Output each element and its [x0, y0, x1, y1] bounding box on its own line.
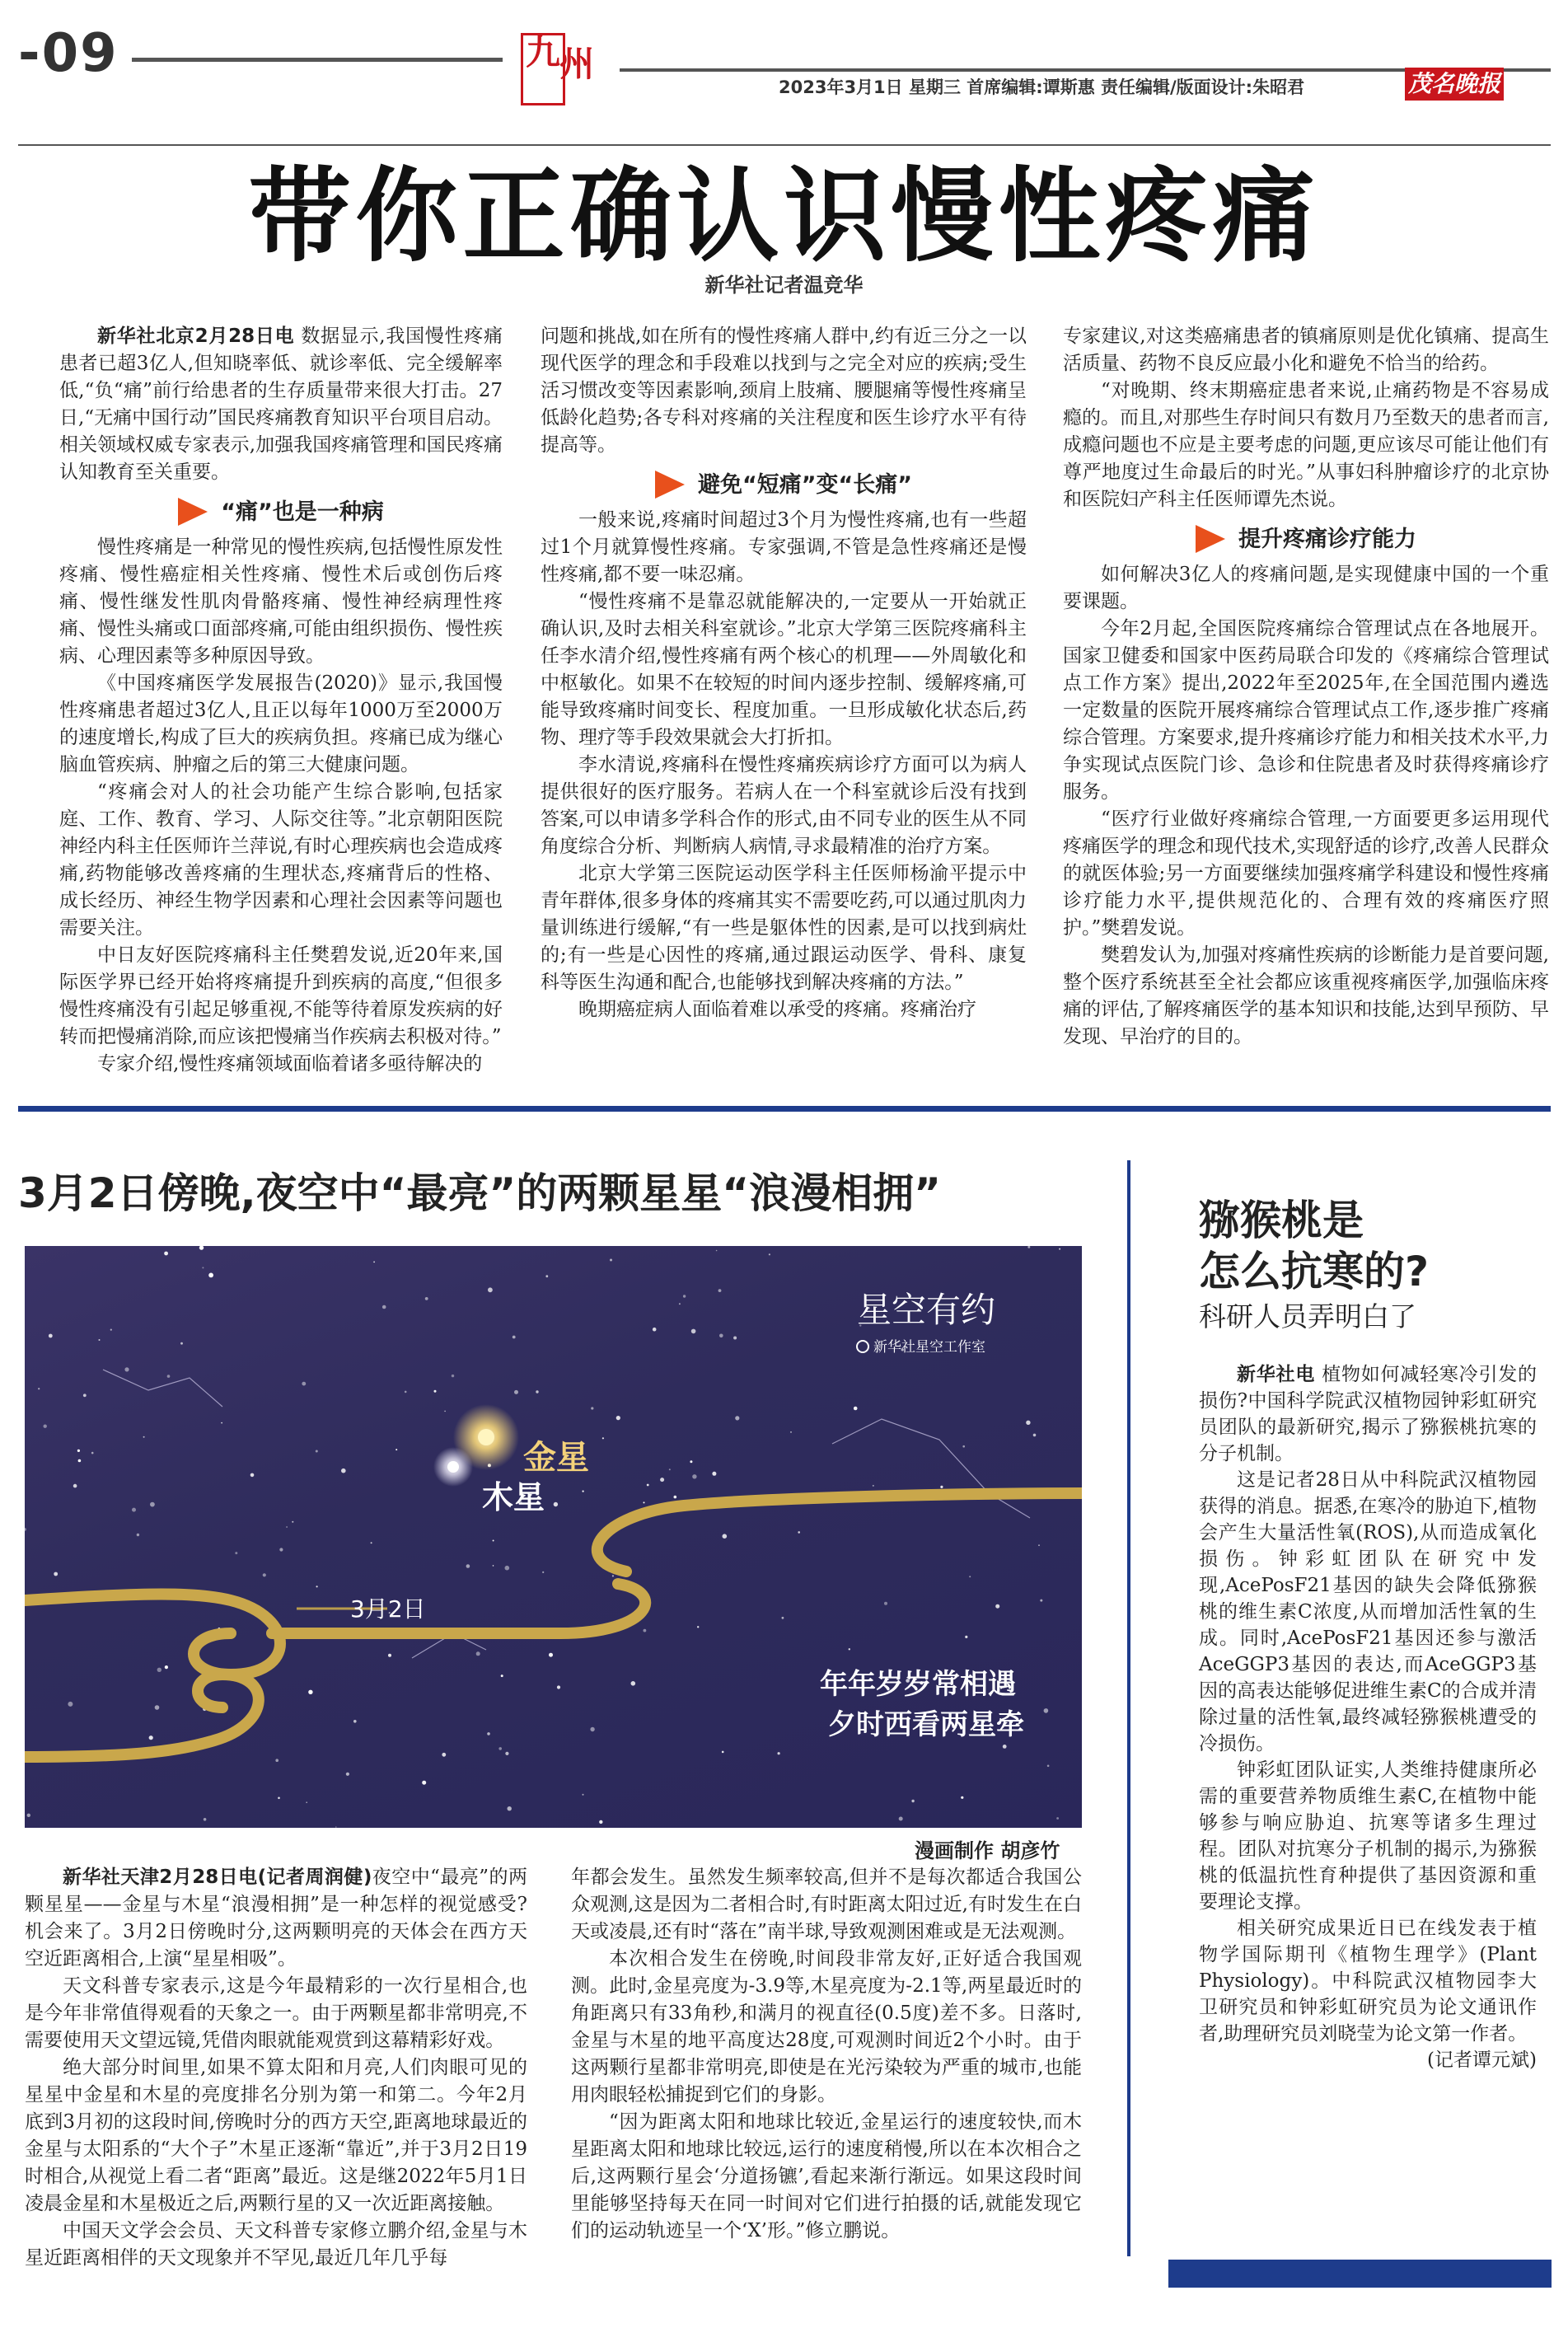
paragraph: 今年2月起,全国医院疼痛综合管理试点在各地展开。国家卫健委和国家中医药局联合印发的《疼痛综合管理试点工作方案》提出,2022年至2025年,在全国范围内遴选一定数量的医院开展疼痛综合管理试点工作,逐步推广疼痛综合管理。方案要求,提升疼痛诊疗能力和相关技术水平,力争实现试点医院门诊、急诊和住院患者及时获得疼痛诊疗服务。: [1063, 618, 1549, 803]
star-dot: [884, 1602, 887, 1605]
star-dot: [488, 1287, 493, 1292]
star-dot: [150, 1502, 155, 1507]
star-dot: [513, 1336, 516, 1339]
article3-headline: [1199, 1195, 1429, 1297]
paragraph: 相关研究成果近日已在线发表于植物学国际期刊《植物生理学》(Plant Physiology)。中科院武汉植物园李大卫研究员和钟彩虹研究员为论文通讯作者,助理研究员刘晓莹为论文第一作者。: [1199, 1918, 1537, 2045]
star-dot: [38, 1388, 40, 1389]
star-dot: [49, 1334, 53, 1338]
reporter-signature: (记者谭元斌): [1427, 2049, 1537, 2071]
verse-line-2: 夕时西看两星牵: [828, 1708, 1024, 1741]
paragraph: 绝大部分时间里,如果不算太阳和月亮,人们肉眼可见的星星中金星和木星的亮度排名分别为第一和第二。今年2月底到3月初的这段时间,傍晚时分的西方天空,距离地球最近的金星与太阳系的“大个子”木星正逐渐“靠近”,并于3月2日19时相合,从视觉上看二者“距离”最近。这是继2022年5月1日凌晨金星和木星极近之后,两颗行星的又一次近距离接触。: [25, 2057, 527, 2214]
star-dot: [250, 1473, 255, 1478]
subheading: [541, 471, 1027, 499]
star-dot: [308, 1690, 312, 1694]
star-dot: [723, 1534, 728, 1539]
star-dot: [505, 1752, 508, 1755]
star-dot: [505, 1566, 510, 1571]
star-dot: [91, 1452, 94, 1454]
star-dot: [302, 1382, 306, 1386]
jupiter-icon: [447, 1461, 459, 1473]
paragraph: 北京大学第三医院运动医学科主任医师杨渝平提示中青年群体,很多身体的疼痛其实不需要吃药,可以通过肌肉力量训练进行缓解,“有一些是躯体性的因素,是可以找到病灶的;有一些是心因性的疼痛,通过跟运动医学、骨科、康复科等医生沟通和配合,也能够找到解决疼痛的方法。”: [541, 863, 1027, 993]
star-dot: [712, 1472, 716, 1476]
star-dot: [199, 1246, 204, 1250]
dateline: 新华社北京2月28日电: [97, 326, 295, 347]
header-info: 2023年3月1日 星期三 首席编辑:谭斯惠 责任编辑/版面设计:朱昭君: [779, 77, 1305, 97]
star-dot: [371, 1542, 372, 1543]
star-dot: [208, 1273, 213, 1278]
star-dot: [425, 1297, 428, 1300]
star-dot: [149, 1735, 153, 1740]
venus-label: 金星: [523, 1438, 589, 1477]
star-dot: [221, 1422, 222, 1424]
star-dot: [99, 1339, 101, 1341]
article1-column-3: [1063, 323, 1549, 1051]
star-dot: [669, 1468, 671, 1470]
star-dot: [442, 1753, 446, 1757]
jupiter-label: 木星: [482, 1478, 545, 1515]
star-dot: [583, 1794, 584, 1796]
star-dot: [610, 1259, 612, 1262]
paragraph: “医疗行业做好疼痛综合管理,一方面要更多运用现代疼痛医学的理念和现代技术,实现舒适的诊疗,改善人民群众的就医体验;另一方面要继续加强疼痛学科建设和慢性疼痛诊疗能力水平,提供规范化的、合理有效的疼痛医疗照护。”樊碧发说。: [1063, 808, 1549, 939]
article2-column-1: [25, 1864, 527, 2272]
star-dot: [854, 1407, 858, 1411]
star-dot: [501, 1675, 503, 1677]
star-dot: [278, 1797, 280, 1800]
triangle-icon: [655, 471, 685, 499]
star-dot: [1026, 1421, 1030, 1425]
main-headline: 带你正确认识慢性疼痛: [248, 157, 1320, 276]
star-dot: [346, 1773, 349, 1776]
section-logo: [521, 32, 595, 105]
star-dot: [73, 1484, 77, 1488]
star-dot: [545, 1275, 548, 1277]
star-dot: [735, 1416, 739, 1420]
paragraph: 樊碧发认为,加强对疼痛性疾病的诊断能力是首要问题,整个医疗系统甚至全社会都应该重视疼痛医学,加强临床疼痛的评估,了解疼痛医学的基本知识和技能,达到早预防、早发现、早治疗的目的。: [1063, 944, 1549, 1047]
section-divider: [18, 1106, 1551, 1112]
star-dot: [68, 1702, 73, 1707]
star-dot: [1047, 1765, 1050, 1768]
star-dot: [554, 1502, 558, 1506]
star-dot: [1003, 1745, 1007, 1749]
subheading-text: “痛”也是一种病: [221, 499, 384, 525]
star-illustration: [25, 1246, 1082, 1828]
star-dot: [143, 1436, 145, 1438]
dateline: 新华社电: [1237, 1364, 1316, 1385]
star-dot: [782, 1617, 784, 1619]
star-dot: [590, 1727, 594, 1731]
star-dot: [292, 1521, 293, 1523]
star-dot: [165, 1665, 168, 1669]
paragraph: 如何解决3亿人的疼痛问题,是实现健康中国的一个重要课题。: [1063, 564, 1549, 612]
star-dot: [157, 1668, 161, 1672]
star-dot: [1038, 1544, 1040, 1546]
footer-bar: [1168, 2260, 1552, 2288]
section-char-1: 九: [525, 32, 560, 73]
main-byline: 新华社记者温竞华: [704, 274, 864, 297]
star-dot: [616, 1416, 620, 1420]
star-dot: [316, 1586, 318, 1587]
brand-subtitle: 新华社星空工作室: [873, 1339, 985, 1356]
star-dot: [498, 1747, 502, 1750]
star-dot: [405, 1391, 407, 1394]
star-dot: [690, 1460, 692, 1463]
star-dot: [557, 1685, 560, 1689]
star-dot: [733, 1337, 737, 1340]
star-dot: [180, 1342, 183, 1345]
star-dot: [591, 1407, 593, 1409]
star-dot: [341, 1468, 346, 1473]
dateline: 新华社天津2月28日电(记者周润健): [63, 1867, 372, 1888]
subheading-text: 提升疼痛诊疗能力: [1238, 526, 1416, 552]
star-dot: [396, 1449, 397, 1450]
paragraph: 中国天文学会会员、天文科普专家修立鹏介绍,金星与木星近距离相伴的天文现象并不罕见,最近几年几乎每: [25, 2220, 527, 2269]
star-dot: [54, 1572, 58, 1576]
star-dot: [940, 1486, 943, 1488]
star-dot: [899, 1817, 903, 1821]
headline-line-1: 猕猴桃是: [1199, 1197, 1364, 1244]
paragraph: 这是记者28日从中科院武汉植物园获得的消息。据悉,在寒冷的胁迫下,植物会产生大量活性氧(ROS),从而造成氧化损伤。钟彩虹团队在研究中发现,AcePosF21基因的缺失会降低猕猴桃的维生素C浓度,从而增加活性氧的生成。同时,AcePosF21基因还参与激活AceGGP3基因的表达,而AceGGP3基因的高表达能够促进维生素C的合成并清除过量的活性氧,最终减轻猕猴桃遭受的冷损伤。: [1199, 1469, 1537, 1754]
star-dot: [493, 1540, 494, 1542]
venus-icon: [478, 1429, 494, 1445]
subheading: [1063, 525, 1549, 553]
star-dot: [536, 1390, 538, 1393]
star-dot: [275, 1759, 278, 1762]
star-dot: [382, 1305, 386, 1309]
star-dot: [124, 1367, 129, 1371]
star-dot: [660, 1478, 664, 1482]
subheading: [59, 498, 503, 526]
star-dot: [1027, 1246, 1030, 1248]
star-dot: [644, 1501, 645, 1503]
newspaper-logo: 茂名晚报: [1405, 68, 1504, 101]
star-dot: [164, 1252, 168, 1256]
paragraph: 夜空中“最亮”的两颗星星——金星与木星“浪漫相拥”是一种怎样的视觉感受?机会来了。3月2日傍晚时分,这两颗明亮的天体会在西方天空近距离相合,上演“星星相吸”。: [25, 1867, 527, 1970]
star-dot: [508, 1806, 512, 1810]
star-dot: [204, 1818, 207, 1821]
sidebar-rule: [1127, 1160, 1130, 2256]
date-label: 3月2日: [350, 1595, 426, 1623]
star-illustration-svg: [25, 1246, 1082, 1828]
star-dot: [167, 1375, 171, 1378]
image-credit: 漫画制作 胡彦竹: [915, 1839, 1060, 1862]
star-dot: [911, 1800, 914, 1802]
article2-column-2: [571, 1864, 1082, 2245]
paragraph: 专家介绍,慢性疼痛领域面临着诸多亟待解决的: [97, 1053, 483, 1075]
star-dot: [679, 1303, 681, 1305]
star-dot: [612, 1575, 614, 1576]
star-dot: [155, 1705, 160, 1710]
star-dot: [849, 1648, 850, 1650]
star-dot: [549, 1653, 553, 1657]
paragraph: 问题和挑战,如在所有的慢性疼痛人群中,约有近三分之一以现代医学的理念和手段难以找到与之完全对应的疾病;受生活习惯改变等因素影响,颈肩上肢痛、腰腿痛等慢性疼痛呈低龄化趋势;各专科对疼痛的关注程度和医生诊疗水平有待提高等。: [541, 326, 1027, 456]
verse-line-1: 年年岁岁常相遇: [820, 1668, 1016, 1701]
star-dot: [873, 1485, 874, 1487]
star-dot: [388, 1654, 391, 1657]
paragraph: 天文科普专家表示,这是今年最精彩的一次行星相合,也是今年非常值得观看的天象之一。由于两颗星都非常明亮,不需要使用天文望远镜,凭借肉眼就能观赏到这幕精彩好戏。: [25, 1975, 527, 2051]
star-dot: [961, 1796, 963, 1799]
paragraph: 一般来说,疼痛时间超过3个月为慢性疼痛,也有一些超过1个月就算慢性疼痛。专家强调,不管是急性疼痛还是慢性疼痛,都不要一味忍痛。: [541, 509, 1027, 585]
star-dot: [279, 1548, 283, 1551]
star-dot: [692, 1474, 696, 1478]
star-dot: [683, 1295, 686, 1297]
article2-headline: 3月2日傍晚,夜空中“最亮”的两颗星星“浪漫相拥”: [18, 1169, 942, 1217]
star-dot: [306, 1801, 307, 1803]
star-dot: [602, 1437, 604, 1439]
brand-icon: [857, 1341, 868, 1352]
article3-body: [1199, 1361, 1537, 2073]
star-dot: [790, 1431, 792, 1433]
star-dot: [722, 1751, 724, 1754]
star-dot: [962, 1445, 965, 1448]
star-dot: [697, 1626, 699, 1628]
brand-title: 星空有约: [857, 1290, 996, 1330]
star-dot: [286, 1526, 288, 1528]
header-rule-left: [132, 58, 503, 62]
star-dot: [110, 1329, 112, 1331]
star-dot: [434, 1390, 437, 1393]
star-dot: [514, 1390, 518, 1394]
star-dot: [25, 1528, 26, 1531]
paragraph: 本次相合发生在傍晚,时间段非常友好,正好适合我国观测。此时,金星亮度为-3.9等,木星亮度为-2.1等,两星最近时的角距离只有33角秒,和满月的视直径(0.5度)差不多。日落时,金星与木星的地平高度达28度,可观测时间近2个小时。由于这两颗行星都非常明亮,即使是在光污染较为严重的城市,也能用肉眼轻松捕捉到它们的身影。: [571, 1948, 1082, 2106]
constellation-lines: [103, 1370, 1030, 1658]
triangle-icon: [1196, 525, 1225, 553]
star-dot: [452, 1375, 454, 1377]
article1-column-1: [59, 323, 503, 1078]
star-dot: [487, 1732, 490, 1735]
star-dot: [716, 1250, 718, 1252]
star-dot: [493, 1565, 494, 1567]
star-dot: [83, 1394, 87, 1397]
paragraph: 钟彩虹团队证实,人类维持健康所必需的重要营养物质维生素C,在植物中能够参与响应胁迫、抗寒等诸多生理过程。团队对抗寒分子机制的揭示,为猕猴桃的低温抗性育种提供了基因资源和重要理论支撑。: [1199, 1759, 1537, 1913]
star-dot: [373, 1262, 375, 1263]
star-dot: [583, 1491, 584, 1492]
header-divider: [18, 144, 1551, 146]
star-dot: [78, 1459, 82, 1463]
star-dot: [1059, 1248, 1060, 1250]
article1-column-2: [541, 323, 1027, 1023]
star-dot: [27, 1814, 30, 1817]
paragraph: 慢性疼痛是一种常见的慢性疾病,包括慢性原发性疼痛、慢性癌症相关性疼痛、慢性术后或创伤后疼痛、慢性继发性肌肉骨骼疼痛、慢性神经病理性疼痛、慢性头痛或口面部疼痛,可能由组织损伤、慢性疾病、心理因素等多种原因导致。: [59, 536, 503, 667]
article3-subtitle: 科研人员弄明白了: [1199, 1300, 1416, 1333]
paragraph: “因为距离太阳和地球比较近,金星运行的速度较快,而木星距离太阳和地球比较远,运行的速度稍慢,所以在本次相合之后,这两颗行星会‘分道扬镳’,看起来渐行渐远。如果这段时间里能够坚持每天在同一时间对它们进行拍摄的话,就能发现它们的运动轨迹呈一个‘X’形。”修立鹏说。: [571, 2111, 1082, 2241]
star-dot: [44, 1425, 47, 1428]
section-char-2: 州: [559, 44, 595, 84]
paragraph: 《中国疼痛医学发展报告(2020)》显示,我国慢性疼痛患者超过3亿人,且正以每年1000万至2000万的速度增长,构成了巨大的疾病负担。疼痛已成为继心脑血管疾病、肿瘤之后的第三大健康问题。: [59, 672, 503, 775]
paragraph: “疼痛会对人的社会功能产生综合影响,包括家庭、工作、教育、学习、人际交往等。”北京朝阳医院神经内科主任医师许兰萍说,有时心理疾病也会造成疼痛,药物能够改善疼痛的生理状态,疼痛背后的性格、成长经历、神经生物学因素和心理社会因素等问题也需要关注。: [59, 781, 503, 939]
star-dot: [476, 1651, 480, 1656]
star-dot: [1044, 1708, 1049, 1713]
star-dot: [599, 1820, 602, 1824]
star-dot: [644, 1629, 647, 1632]
star-dot: [647, 1484, 649, 1487]
star-dot: [1056, 1817, 1059, 1820]
paragraph: 晚期癌症病人面临着难以承受的疼痛。疼痛治疗: [578, 999, 976, 1020]
star-dot: [969, 1576, 971, 1577]
star-dot: [1040, 1600, 1042, 1602]
star-dot: [335, 1826, 337, 1828]
page-number: -09: [18, 23, 119, 84]
star-dot: [653, 1328, 657, 1332]
star-dot: [316, 1450, 318, 1453]
star-dot: [1033, 1434, 1037, 1437]
subheading-text: 避免“短痛”变“长痛”: [698, 471, 912, 498]
star-dot: [798, 1531, 800, 1534]
paragraph: 数据显示,我国慢性疼痛患者已超3亿人,但知晓率低、就诊率低、完全缓解率低,“负“痛”前行给患者的生存质量带来很大打击。27日,“无痛中国行动”国民疼痛教育知识平台项目启动。相关领域权威专家表示,加强我国疼痛管理和国民疼痛认知教育至关重要。: [59, 326, 503, 483]
star-dot: [965, 1636, 967, 1638]
star-dot: [132, 1508, 136, 1512]
star-dot: [769, 1253, 770, 1255]
star-dot: [263, 1573, 266, 1576]
star-dot: [995, 1604, 999, 1609]
star-dot: [691, 1329, 696, 1334]
star-dot: [674, 1496, 677, 1499]
paragraph: 年都会发生。虽然发生频率较高,但并不是每次都适合我国公众观测,这是因为二者相合时,有时距离太阳过近,有时发生在白天或凌晨,还有时“落在”南半球,导致观测困难或是无法观测。: [571, 1867, 1082, 1942]
star-dot: [137, 1534, 139, 1536]
star-dot: [778, 1752, 780, 1754]
star-dot: [719, 1334, 723, 1338]
star-dot: [422, 1781, 426, 1785]
star-dot: [542, 1572, 544, 1573]
star-dot: [235, 1552, 237, 1554]
star-dot: [631, 1681, 636, 1686]
paragraph: 中日友好医院疼痛科主任樊碧发说,近20年来,国际医学界已经开始将疼痛提升到疾病的高度,“但很多慢性疼痛没有引起足够重视,不能等待着原发疾病的好转而把慢痛消除,而应该把慢痛当作疾病去积极对待。”: [59, 944, 503, 1047]
star-dot: [202, 1267, 204, 1268]
star-dot: [466, 1564, 470, 1568]
star-dot: [444, 1411, 446, 1412]
paragraph: 专家建议,对这类癌痛患者的镇痛原则是优化镇痛、提高生活质量、药物不良反应最小化和避免不恰当的给药。: [1063, 326, 1549, 374]
paragraph: 植物如何减轻寒冷引发的损伤?中国科学院武汉植物园钟彩虹研究员团队的最新研究,揭示了猕猴桃抗寒的分子机制。: [1199, 1364, 1538, 1464]
headline-line-2: 怎么抗寒的?: [1199, 1248, 1430, 1295]
star-dot: [77, 1450, 80, 1452]
triangle-icon: [178, 498, 208, 526]
star-dot: [718, 1289, 722, 1292]
paragraph: “对晚期、终末期癌症患者来说,止痛药物是不容易成瘾的。而且,对那些生存时间只有数月乃至数天的患者而言,成瘾问题也不应是主要考虑的问题,更应该尽可能让他们有尊严地度过生命最后的时光。”从事妇科肿瘤诊疗的北京协和医院妇产科主任医师谭先杰说。: [1063, 380, 1549, 510]
paragraph: “慢性疼痛不是靠忍就能解决的,一定要从一开始就正确认识,及时去相关科室就诊。”北京大学第三医院疼痛科主任李水清介绍,慢性疼痛有两个核心的机理——外周敏化和中枢敏化。如果不在较短的时间内逐步控制、缓解疼痛,可能导致疼痛时间变长、程度加重。一旦形成敏化状态后,药物、理疗等手段效果就会大打折扣。: [541, 591, 1027, 748]
paragraph: 李水清说,疼痛科在慢性疼痛疾病诊疗方面可以为病人提供很好的医疗服务。若病人在一个科室就诊后没有找到答案,可以申请多学科合作的形式,由不同专业的医生从不同角度综合分析、判断病人病情,寻求最精准的治疗方案。: [541, 754, 1027, 857]
star-dot: [353, 1720, 357, 1723]
